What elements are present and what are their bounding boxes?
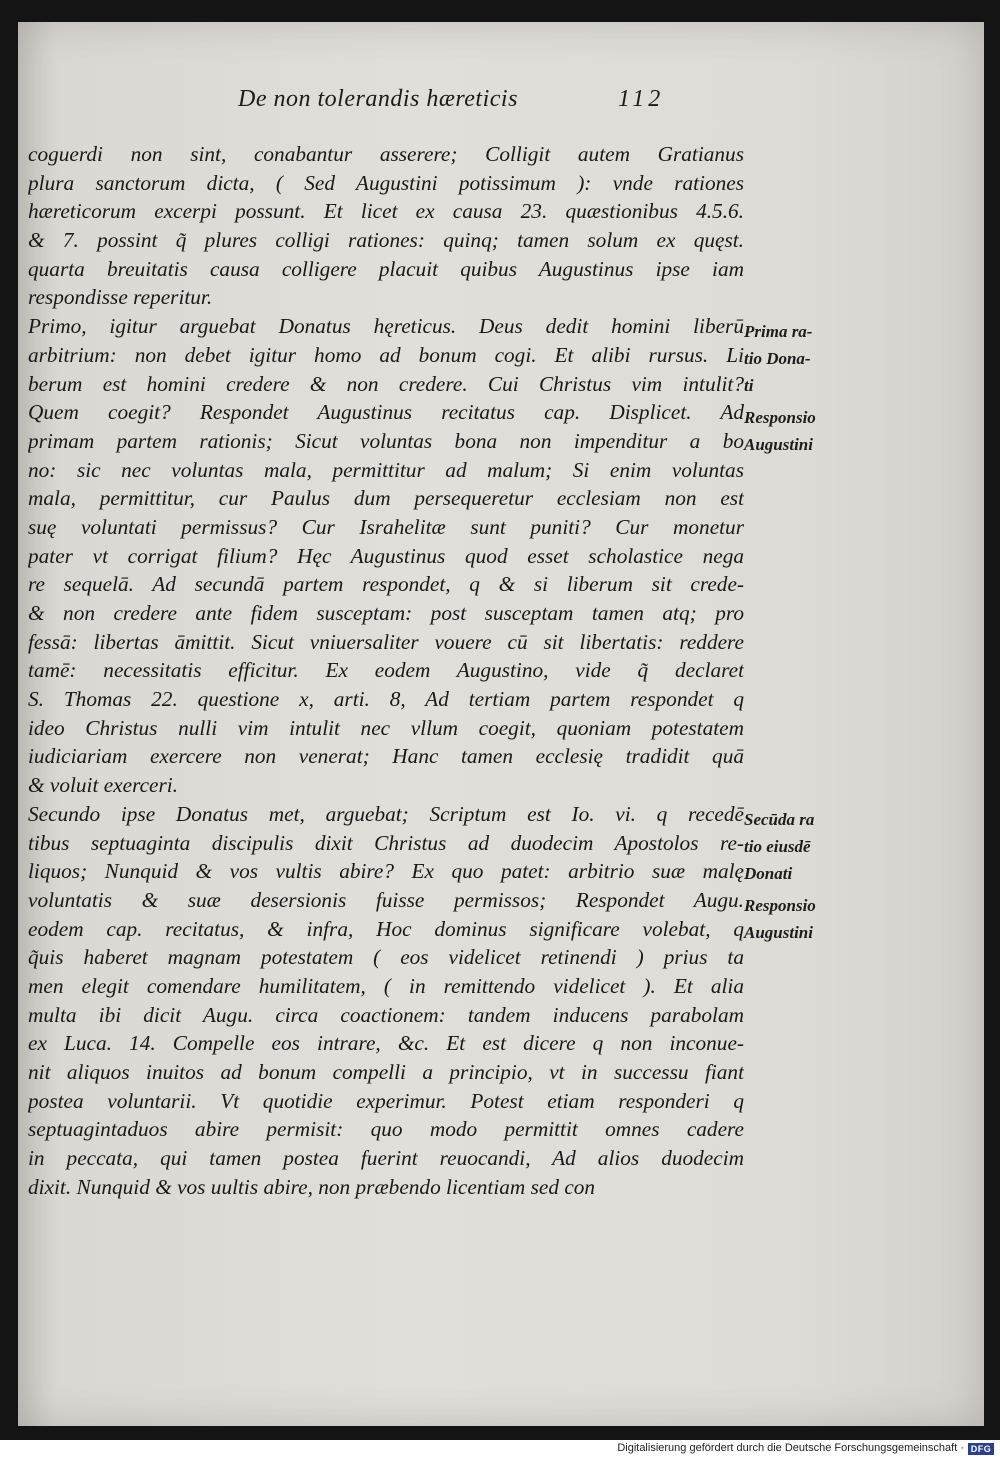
text-line: tamē: necessitatis efficitur. Ex eodem Augustino, vide q̃ declaret (28, 658, 744, 683)
margin-note-responsio-1 (744, 404, 854, 458)
text-line: postea voluntarii. Vt quotidie experimur. Potest etiam responderi q (28, 1088, 744, 1113)
text-line: q̃uis haberet magnam potestatem ( eos videlicet retinendi ) prius ta (28, 945, 744, 970)
margin-note-line: Augustini (744, 923, 813, 943)
margin-note-line: Secūda ra (744, 810, 815, 830)
text-line: re sequelā. Ad secundā partem respondet, q & si liberum sit crede- (28, 572, 744, 597)
text-line: multa ibi dicit Augu. circa coactionem: tandem inducens parabolam (28, 1002, 744, 1027)
text-line: quarta breuitatis causa colligere placuit quibus Augustinus ipse iam (28, 256, 744, 281)
body-text (28, 140, 816, 1201)
text-line: liquos; Nunquid & vos vultis abire? Ex quo patet: arbitrio suæ malę (28, 859, 744, 884)
running-title: De non tolerandis hæreticis (238, 86, 518, 112)
text-line: fessā: libertas āmittit. Sicut vniuersaliter vouere cū sit libertatis: reddere (28, 629, 744, 654)
text-line: primam partem rationis; Sicut voluntas bona non impenditur a bo (28, 428, 744, 453)
margin-note-line: ti (744, 376, 754, 396)
margin-note-line: Responsio (744, 408, 816, 428)
text-line: iudiciariam exercere non venerat; Hanc tamen ecclesię tradidit quā (28, 744, 744, 769)
text-line: mala, permittitur, cur Paulus dum persequeretur ecclesiam non est (28, 486, 744, 511)
text-line: Quem coegit? Respondet Augustinus recitatus cap. Displicet. Ad (28, 400, 744, 425)
margin-note-responsio-2 (744, 892, 854, 946)
dfg-logo: DFG (968, 1443, 994, 1455)
margin-note-line: Donati (744, 864, 793, 884)
text-line: & 7. possint q̃ plures colligi rationes: quinq; tamen solum ex quęst. (28, 228, 744, 253)
text-line: plura sanctorum dicta, ( Sed Augustini potissimum ): vnde rationes (28, 170, 744, 195)
text-line: voluntatis & suæ desersionis fuisse permissos; Respondet Augu. (28, 887, 744, 912)
margin-note-line: Augustini (744, 435, 813, 455)
margin-note-line: tio Dona- (744, 349, 811, 369)
margin-note-line: Prima ra- (744, 322, 813, 342)
text-line: tibus septuaginta discipulis dixit Christus ad duodecim Apostolos re- (28, 830, 744, 855)
text-line: eodem cap. recitatus, & infra, Hoc dominus significare volebat, q (28, 916, 744, 941)
page-number: 112 (618, 86, 665, 112)
text-line: men elegit comendare humilitatem, ( in remittendo videlicet ). Et alia (28, 973, 744, 998)
text-line: hæreticorum excerpi possunt. Et licet ex causa 23. quæstionibus 4.5.6. (28, 199, 744, 224)
text-line: & non credere ante fidem susceptam: post susceptam tamen atq; pro (28, 601, 744, 625)
text-line: berum est homini credere & non credere. Cui Christus vim intulit? (28, 371, 744, 396)
text-line: nit aliquos inuitos ad bonum compelli a principio, vt in successu fiant (28, 1060, 744, 1084)
text-line: dixit. Nunquid & vos uultis abire, non præbendo licentiam sed con (28, 1174, 596, 1199)
text-line: coguerdi non sint, conabantur asserere; Colligit autem Gratianus (28, 142, 744, 166)
text-line: septuagintaduos abire permisit: quo modo permittit omnes cadere (28, 1117, 744, 1142)
text-line: no: sic nec voluntas mala, permittitur ad malum; Si enim voluntas (28, 457, 744, 482)
book-page (18, 22, 984, 1426)
margin-note-line: tio eiusdē (744, 837, 811, 857)
text-line: in peccata, qui tamen postea fuerint reuocandi, Ad alios duodecim (28, 1146, 744, 1171)
margin-note-prima-ratio (744, 318, 854, 399)
text-line: ex Luca. 14. Compelle eos intrare, &c. Et est dicere q non inconue- (28, 1031, 744, 1056)
margin-note-line: Responsio (744, 896, 816, 916)
text-line: Primo, igitur arguebat Donatus hęreticus. Deus dedit homini liberū (28, 314, 744, 339)
text-line: ideo Christus nulli vim intulit nec vllum coegit, quoniam potestatem (28, 715, 744, 740)
margin-note-secunda-ratio (744, 806, 854, 887)
text-line: & voluit exerceri. (28, 773, 179, 798)
digitization-footer (0, 1440, 1000, 1459)
text-line: respondisse reperitur. (28, 285, 213, 310)
text-line: Secundo ipse Donatus met, arguebat; Scriptum est Io. vi. q recedē (28, 801, 744, 826)
text-line: suę voluntati permissus? Cur Israhelitæ sunt puniti? Cur monetur (28, 514, 744, 539)
text-line: S. Thomas 22. questione x, arti. 8, Ad tertiam partem respondet q (28, 687, 744, 712)
text-line: pater vt corrigat filium? Hęc Augustinus quod esset scholastice nega (28, 543, 744, 568)
text-line: arbitrium: non debet igitur homo ad bonum cogi. Et alibi rursus. Li (28, 342, 744, 367)
dfg-credit-text: Digitalisierung gefördert durch die Deutsche Forschungsgemeinschaft · (617, 1442, 964, 1454)
